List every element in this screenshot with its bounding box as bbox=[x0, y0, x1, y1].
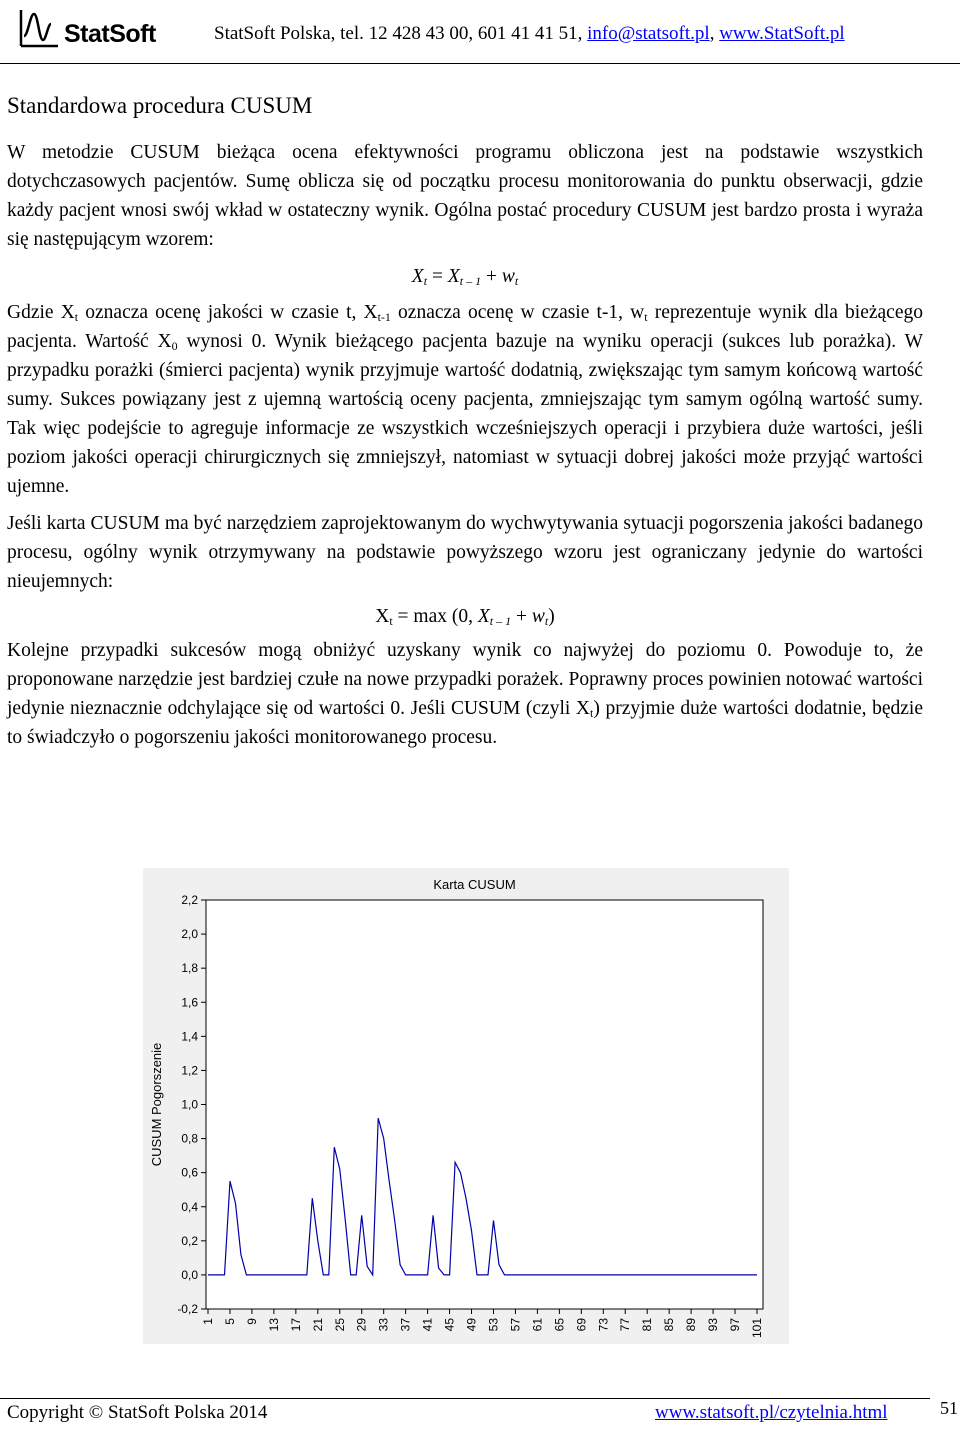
formula-x-prev: X bbox=[447, 266, 460, 287]
section-title: Standardowa procedura CUSUM bbox=[7, 93, 313, 118]
x-tick-label: 17 bbox=[288, 1318, 303, 1332]
formula2-max: = max (0, bbox=[392, 606, 478, 627]
formula2-sub-t-minus-1: t – 1 bbox=[489, 614, 512, 628]
plot-area bbox=[206, 900, 763, 1309]
y-tick-label: 0,2 bbox=[181, 1233, 198, 1248]
para2-part-d: reprezentuje wynik dla bieżącego pacjenta. Wartość X bbox=[7, 302, 923, 352]
x-tick-label: 65 bbox=[552, 1318, 567, 1332]
x-tick-label: 25 bbox=[332, 1318, 347, 1332]
para2-part-b: oznacza ocenę jakości w czasie t, X bbox=[78, 302, 378, 323]
x-tick-label: 85 bbox=[662, 1318, 677, 1332]
website-link[interactable]: www.StatSoft.pl bbox=[719, 23, 845, 44]
para2-sub-t: t bbox=[74, 310, 79, 324]
page-header bbox=[0, 0, 960, 60]
footer-link[interactable]: www.statsoft.pl/czytelnia.html bbox=[655, 1402, 888, 1423]
statsoft-logo[interactable] bbox=[18, 6, 190, 50]
y-tick-label: 0,0 bbox=[181, 1267, 198, 1282]
formula-cusum bbox=[7, 262, 923, 292]
paragraph-conclusion bbox=[7, 636, 923, 752]
y-tick-label: 1,8 bbox=[181, 961, 198, 976]
para2-sub-t-w: t bbox=[644, 310, 648, 324]
y-tick-label: 2,2 bbox=[181, 893, 198, 907]
x-tick-label: 61 bbox=[530, 1318, 545, 1332]
formula-w: w bbox=[501, 266, 515, 287]
y-tick-label: 0,4 bbox=[181, 1199, 198, 1214]
paragraph-explanation bbox=[7, 298, 923, 501]
x-tick-label: 45 bbox=[442, 1318, 457, 1332]
x-tick-label: 13 bbox=[266, 1318, 281, 1332]
x-tick-label: 33 bbox=[376, 1318, 391, 1332]
x-tick-label: 1 bbox=[201, 1318, 215, 1325]
x-tick-label: 81 bbox=[640, 1318, 655, 1332]
y-tick-label: 1,4 bbox=[181, 1029, 198, 1044]
x-tick-label: 57 bbox=[508, 1318, 523, 1332]
x-tick-label: 29 bbox=[354, 1318, 369, 1332]
footer-copyright: Copyright © StatSoft Polska 2014 bbox=[7, 1402, 268, 1423]
paragraph-intro: W metodzie CUSUM bieżąca ocena efektywności programu obliczona jest na podstawie wszystkich dotychczasowych pacjentów. Sumę oblicza się od początku procesu monitorowania do punktu obserwacji, gdzie każdy pacjent wnosi swój wkład w ostateczny wynik. Ogólna postać procedury CUSUM jest bardzo prosta i wyraża się następującym wzorem: bbox=[7, 142, 923, 250]
header-divider bbox=[0, 63, 960, 64]
para2-part-e: wynosi 0. Wynik bieżącego pacjenta bazuje na wyniku operacji (sukces lub porażka). W przypadku porażki (śmierci pacjenta) wynik przyjmuje wartość dodatnią, zwiększając tym samym końcową wartość sumy. Sukces powiązany jest z ujemną wartością oceny pacjenta, zmniejszając tym samym ogólną wartość sumy. Tak więc podejście to agreguje informacje ze wszystkich wcześniejszych operacji i przybiera duże wartości, jeśli poziom jakości operacji chirurgicznych się zmniejszył, natomiast w sytuacji dobrej jakości może przyjąć wartości ujemne. bbox=[7, 331, 923, 497]
x-tick-label: 37 bbox=[398, 1318, 413, 1332]
y-tick-label: 1,0 bbox=[181, 1097, 198, 1112]
para2-part-c: oznacza ocenę w czasie t-1, w bbox=[390, 302, 645, 323]
x-tick-label: 97 bbox=[728, 1318, 743, 1332]
para4-part-a: Kolejne przypadki sukcesów mogą obniżyć uzyskany wynik co najwyżej do poziomu 0. Powoduje to, że proponowane narzędzie jest bardziej czułe na nowe przypadki porażek. Poprawny proces powinien notować wartości jedynie nieznacznie odchylające się od wartości 0. Jeśli CUSUM (czyli X bbox=[7, 640, 923, 719]
formula-sub-t-minus-1: t – 1 bbox=[459, 274, 482, 288]
y-tick-label: 1,2 bbox=[181, 1063, 198, 1078]
contact-separator: , bbox=[709, 23, 720, 44]
y-tick-label: 0,6 bbox=[181, 1165, 198, 1180]
formula-equals: = bbox=[427, 266, 448, 287]
paragraph-nonnegative: Jeśli karta CUSUM ma być narzędziem zaprojektowanym do wychwytywania sytuacji pogorszenia jakości badanego procesu, ogólny wynik otrzymywany na podstawie powyższego wzoru jest ograniczany jedynie do wartości nieujemnych: bbox=[7, 513, 923, 592]
x-tick-label: 101 bbox=[750, 1318, 764, 1339]
para2-part-a: Gdzie X bbox=[7, 302, 75, 323]
y-tick-label: 2,0 bbox=[181, 927, 198, 942]
x-tick-label: 53 bbox=[486, 1318, 501, 1332]
x-tick-label: 89 bbox=[684, 1318, 699, 1332]
para4-sub-t: t bbox=[590, 706, 594, 720]
para2-sub-t-1: t-1 bbox=[377, 310, 391, 324]
formula-x: X bbox=[411, 266, 424, 287]
x-tick-label: 9 bbox=[244, 1318, 259, 1325]
formula2-close: ) bbox=[548, 606, 555, 627]
y-tick-label: 0,8 bbox=[181, 1131, 198, 1146]
contact-info bbox=[214, 23, 845, 45]
formula2-sub-t: t bbox=[389, 614, 393, 628]
x-tick-label: 21 bbox=[310, 1318, 325, 1332]
document-body bbox=[7, 92, 923, 752]
formula-sub-t-w: t bbox=[514, 274, 519, 288]
formula2-x-prev: X bbox=[477, 606, 490, 627]
cusum-chart bbox=[143, 868, 789, 1344]
para4-part-b: ) przyjmie duże wartości dodatnie, będzie to świadczyło o pogorszeniu jakości monitorowanego procesu. bbox=[7, 698, 923, 748]
statsoft-logo-icon bbox=[18, 6, 62, 50]
chart-title: Karta CUSUM bbox=[433, 877, 516, 892]
y-tick-label: -0,2 bbox=[177, 1302, 198, 1316]
y-axis-label: CUSUM Pogorszenie bbox=[149, 1042, 164, 1167]
x-tick-label: 77 bbox=[618, 1318, 633, 1332]
x-tick-label: 69 bbox=[574, 1318, 589, 1332]
cusum-chart-svg bbox=[143, 868, 789, 1344]
x-tick-label: 5 bbox=[222, 1318, 237, 1325]
y-tick-label: 1,6 bbox=[181, 995, 198, 1010]
x-tick-label: 41 bbox=[420, 1318, 435, 1332]
para2-sub-0: 0 bbox=[171, 339, 178, 353]
formula2-sub-t-w: t bbox=[544, 614, 549, 628]
formula-sub-t: t bbox=[423, 274, 428, 288]
x-tick-label: 93 bbox=[706, 1318, 721, 1332]
x-tick-label: 73 bbox=[596, 1318, 611, 1332]
page-number: 51 bbox=[940, 1398, 958, 1418]
formula2-w: w bbox=[531, 606, 545, 627]
contact-phone-text: StatSoft Polska, tel. 12 428 43 00, 601 41 41 51, bbox=[214, 23, 588, 44]
formula-cusum-max bbox=[7, 602, 923, 632]
formula2-x: X bbox=[375, 606, 390, 627]
footer-divider bbox=[0, 1398, 930, 1399]
email-link[interactable]: info@statsoft.pl bbox=[587, 23, 710, 44]
formula2-plus: + bbox=[511, 606, 532, 627]
formula-plus: + bbox=[481, 266, 502, 287]
logo-wordmark: StatSoft bbox=[64, 20, 156, 48]
x-tick-label: 49 bbox=[464, 1318, 479, 1332]
